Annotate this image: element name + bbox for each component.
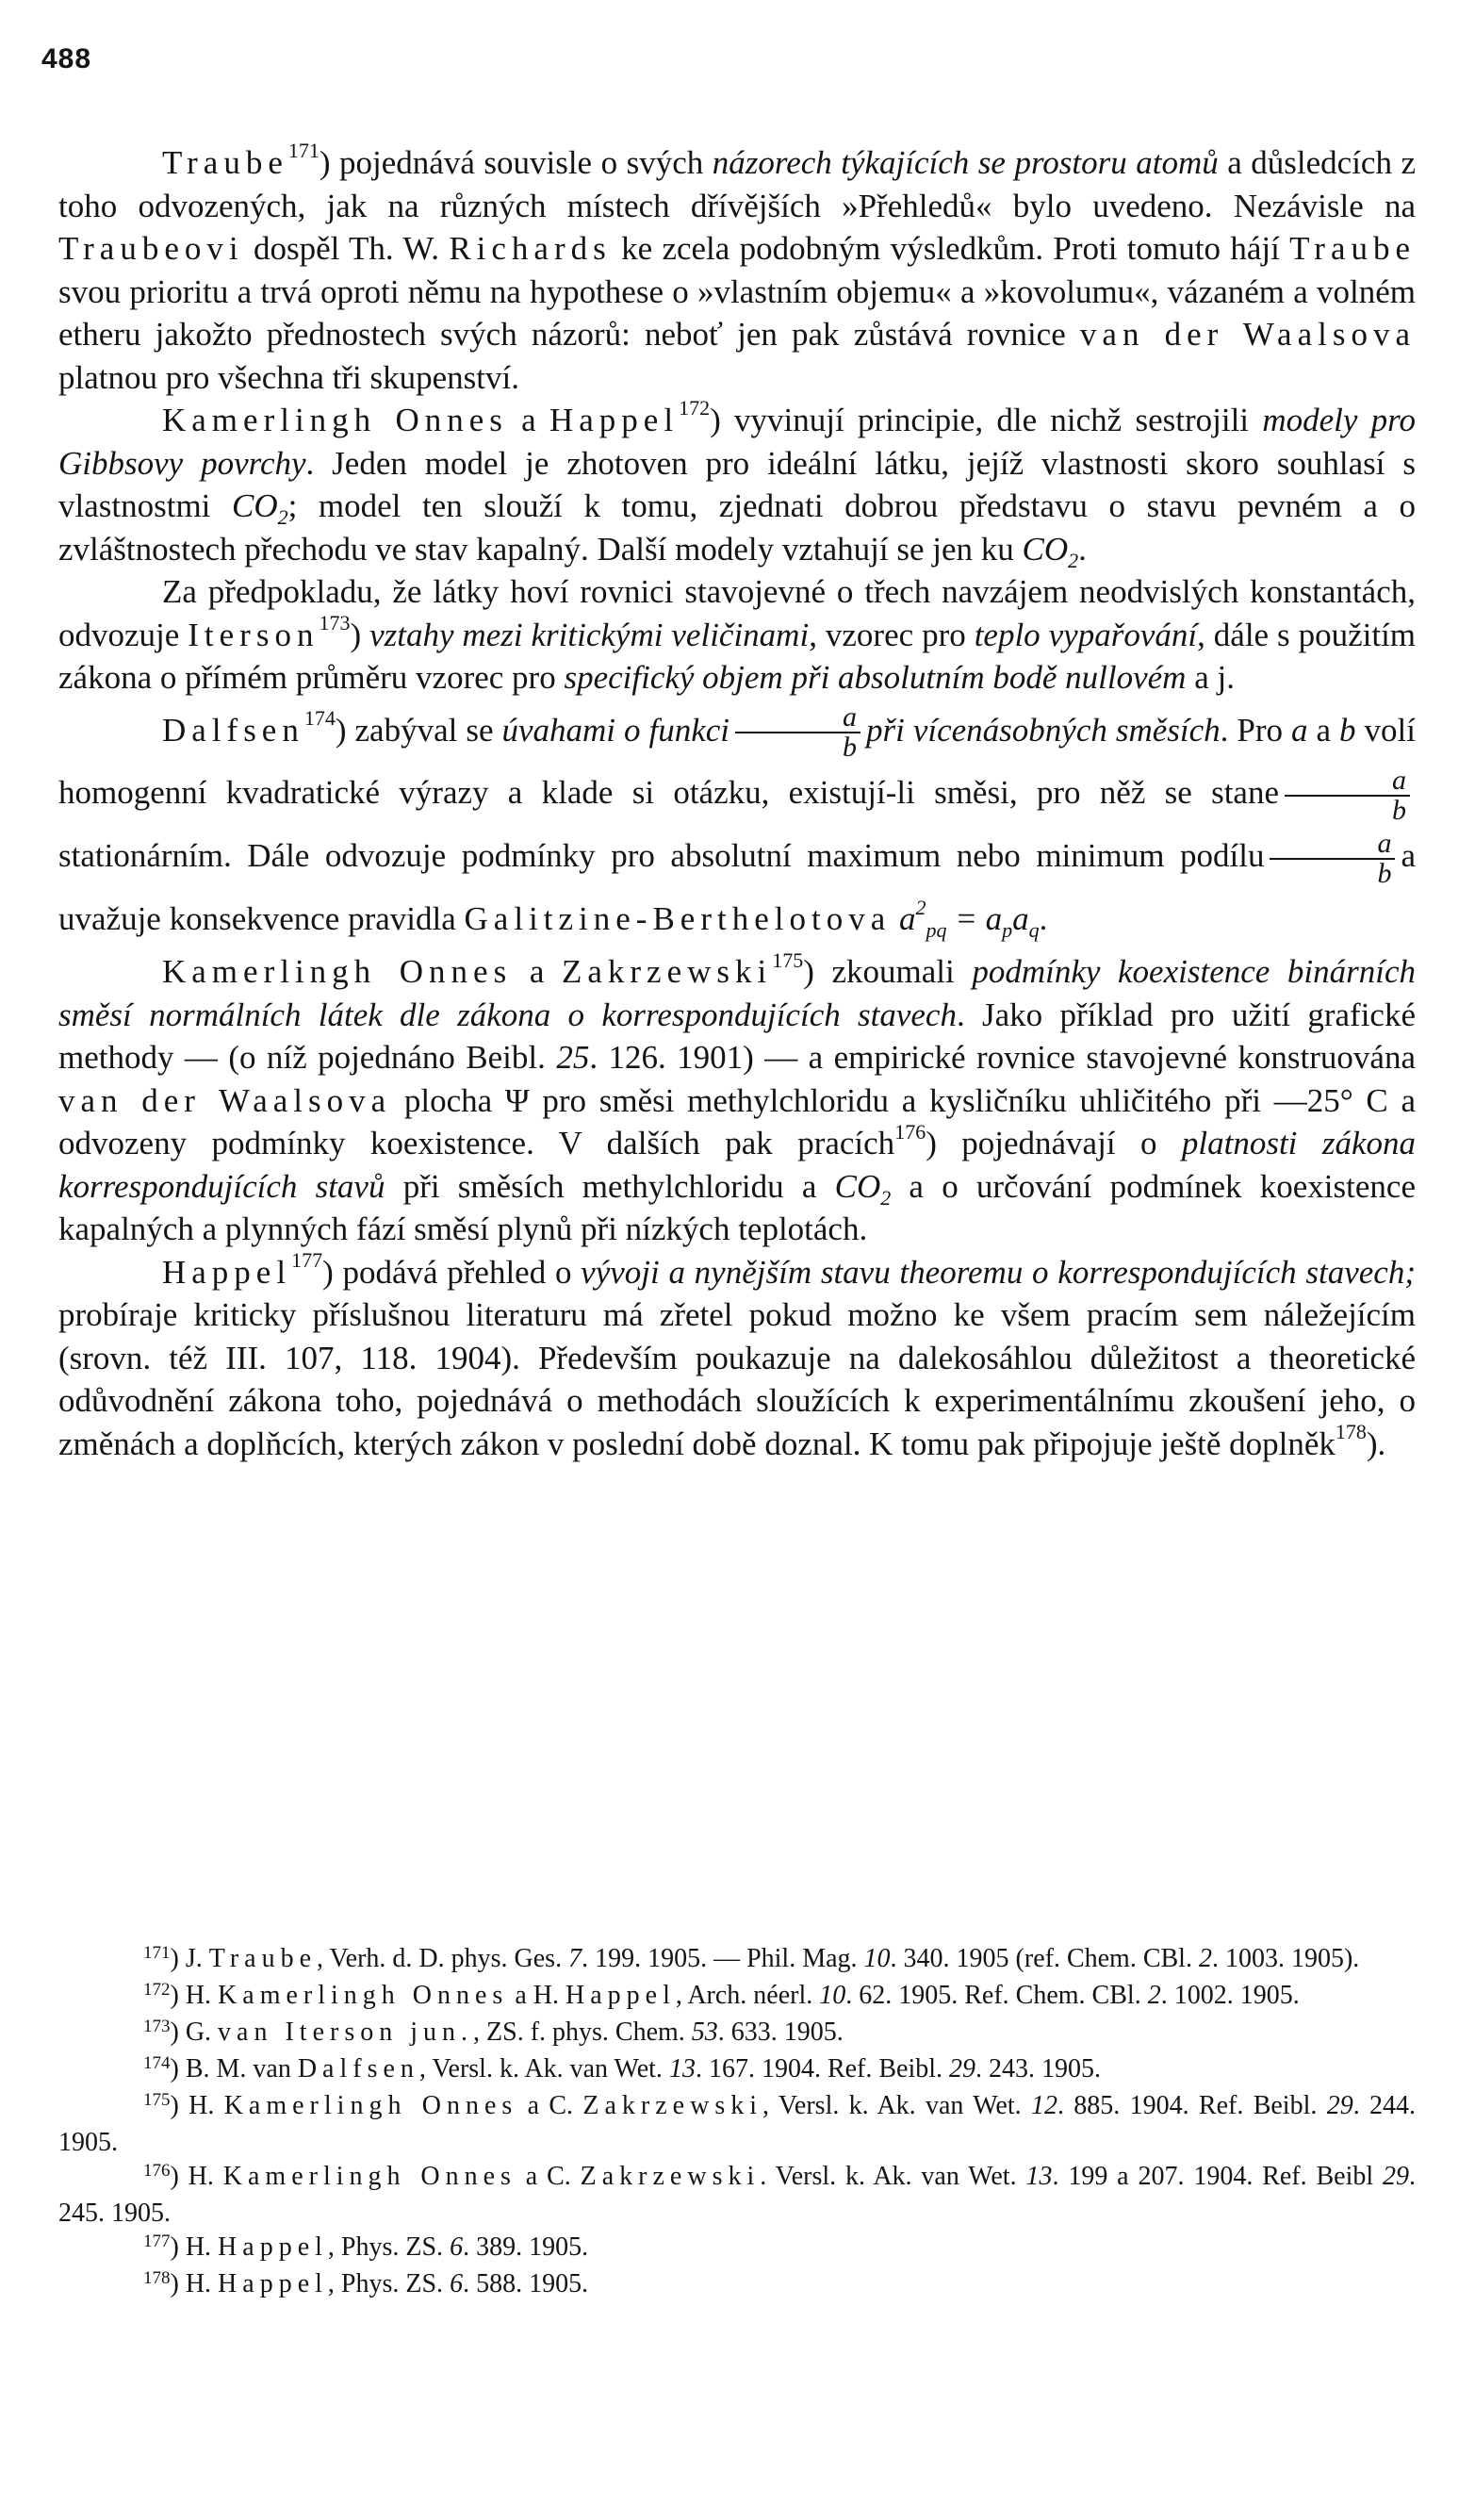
footnote-number: 176 (143, 2161, 171, 2181)
footnote (58, 1979, 1416, 2016)
volume-number: 29 (1326, 2091, 1353, 2120)
footnote-number: 172 (143, 1980, 171, 2000)
footnote-number: 171 (143, 1943, 171, 1963)
footnote-text: , Arch. néerl. (675, 1981, 820, 2010)
footnote-text: , Versl. k. Ak. van Wet. (762, 2091, 1031, 2120)
footnote-text: . 588. 1905. (463, 2269, 589, 2298)
volume-number: 53 (691, 2018, 718, 2047)
topic-italic: při vícenásobných směsích (866, 711, 1221, 749)
topic-italic: specifický objem při absolutním bodě nullovém (564, 659, 1187, 696)
footnote-text: a H. (508, 1981, 565, 2010)
footnote-text: . 633. 1905. (717, 2018, 844, 2047)
footnote-number: 175 (143, 2090, 171, 2110)
footnote-ref[interactable]: 173 (319, 610, 351, 634)
footnote-text: , Phys. ZS. (327, 2232, 451, 2262)
volume-number: 10 (863, 1944, 891, 1973)
footnote-text: . 62. 1905. Ref. Chem. CBl. (845, 1981, 1148, 2010)
footnote-number: 173 (143, 2017, 171, 2036)
author-name: van der Waalsova (58, 1081, 392, 1119)
author-name: Happel (162, 1253, 292, 1291)
author-name: Kamerlingh Onnes (162, 402, 508, 438)
main-text (58, 141, 1416, 1465)
author-name: Kamerlingh Onnes (218, 1981, 509, 2010)
footnote-ref[interactable]: 171 (287, 139, 320, 163)
footnote-text: . 340. 1905 (ref. Chem. CBl. (890, 1944, 1199, 1973)
author-name: Kamerlingh Onnes (162, 953, 513, 991)
paragraph-kamerlingh-zakrzewski: Kamerlingh Onnes a Zakrzewski$^{175}$) zkoumali podmínky koexistence binárních směsí normálních látek dle zákona o korrespondujících stavech. Jako příklad pro užití grafické methody — (o níž pojednáno Beibl. 25. 126. 1901) — a empirické rovnice stavojevné konstruována van der Waalsova plocha Ψ pro směsi methylchloridu a kysličníku uhličitého při —25° C a odvozeny podmínky koexistence. V dalších pak pracích$^{176}$) pojednávají o platnosti zákona korrespondujících stavů při směsích methylchloridu a $CO_2$ a o určování podmínek koexistence kapalných a plynných fází směsí plynů při nízkých teplotách. (58, 947, 1417, 1248)
author-name: Traubeovi (58, 230, 244, 267)
footnote (58, 1942, 1416, 1979)
footnote-ref[interactable]: 172 (679, 396, 711, 420)
footnote-text: . Versl. k. Ak. van Wet. (760, 2162, 1026, 2191)
footnote-text: ) H. (170, 2269, 219, 2298)
footnote-text: . 167. 1904. Ref. Beibl. (695, 2054, 950, 2084)
topic-italic: platnosti zákona korrespondujících stavů (58, 1125, 1416, 1205)
footnote-text: ) J. (170, 1944, 209, 1973)
footnote-ref[interactable]: 178 (1335, 1420, 1367, 1444)
topic-italic: teplo vypařování (974, 616, 1198, 653)
paragraph-dalfsen: Dalfsen$^{174}$) zabýval se úvahami o funkci $\frac{a}{b}$ při vícenásobných směsích. Pro a a b volí homogenní kvadratické výrazy a klade si otázku, existují-li směsi, pro něž se stane $\frac{a}{b}$ stationárním. Dále odvozuje podmínky pro absolutní maximum nebo minimum podílu $\frac{a}{b}$ a uvažuje konsekvence pravidla Galitzine-Berthelotova $a^2_{pq} = a_pa_q$. (58, 701, 1416, 943)
volume-number: 13 (1025, 2162, 1053, 2191)
footnote-text: . 389. 1905. (463, 2232, 589, 2262)
chemical-formula: $CO_2$ (231, 487, 288, 529)
topic-italic: vývoji a nynějším stavu theoremu o korrespondujících stavech; (581, 1253, 1416, 1291)
footnote-ref[interactable]: 175 (772, 947, 804, 972)
footnote-text: ) H. (170, 1981, 219, 2010)
footnote-number: 178 (143, 2268, 171, 2288)
fraction-a-over-b: $\frac{a}{b}$ (1270, 830, 1395, 888)
footnote-text: . 199 a 207. 1904. Ref. Beibl (1052, 2162, 1384, 2191)
formula: $a^2_{pq} = a_pa_q$ (898, 895, 1040, 943)
volume-number: 2 (1147, 1981, 1161, 2010)
footnote-text: a C. (516, 2162, 581, 2191)
author-name: Happel (218, 2269, 328, 2298)
footnote-text: , Verh. d. D. phys. Ges. (317, 1944, 569, 1973)
footnote-text: . 1002. 1905. (1160, 1981, 1300, 2010)
footnote-text: . 245. 1905. (58, 2162, 1417, 2228)
volume-number: 10 (819, 1981, 846, 2010)
footnotes (58, 1942, 1416, 2304)
volume-number: 29 (1383, 2162, 1410, 2191)
topic-italic: názorech týkajících se prostoru atomů (712, 144, 1219, 181)
topic-italic: modely pro Gibbsovy povrchy (58, 402, 1416, 482)
topic-italic: podmínky koexistence binárních směsí normálních látek dle zákona o korrespondujících stavech (58, 953, 1416, 1033)
footnote-ref[interactable]: 176 (894, 1119, 926, 1144)
author-name: Traube (162, 144, 288, 181)
author-name: Zakrzewski (561, 953, 773, 991)
author-name: van der Waalsova (1079, 316, 1416, 353)
paragraph-traube: Traube$^{171}$) pojednává souvisle o svých názorech týkajících se prostoru atomů a důsledcích z toho odvozených, jak na různých místech dřívějších »Přehledů« bylo uvedeno. Nezávisle na Traubeovi dospěl Th. W. Richards ke zcela podobným výsledkům. Proti tomuto hájí Traube svou prioritu a trvá oproti němu na hypothese o »vlastním objemu« a »kovolumu«, vázaném a volném etheru jakožto přednostech svých názorů: neboť jen pak zůstává rovnice van der Waalsova platnou pro všechna tři skupenství. (58, 139, 1417, 396)
paragraph-iterson: Za předpokladu, že látky hoví rovnici stavojevné o třech navzájem neodvislých konstantách, odvozuje Iterson$^{173}$) vztahy mezi kritickými veličinami, vzorec pro teplo vypařování, dále s použitím zákona o přímém průměru vzorec pro specifický objem při absolutním bodě nullovém a j. (58, 573, 1417, 696)
footnote (58, 2089, 1416, 2160)
footnote-text: . 199. 1905. — Phil. Mag. (582, 1944, 864, 1973)
footnote-text: a C. (517, 2091, 583, 2120)
author-name: Richards (449, 230, 612, 267)
footnote-text: , ZS. f. phys. Chem. (473, 2018, 692, 2047)
author-name: Kamerlingh Onnes (222, 2162, 516, 2191)
volume-number: 2 (1198, 1944, 1212, 1973)
footnote-text: . 885. 1904. Ref. Beibl. (1057, 2091, 1327, 2120)
footnote-text: ) B. M. van (170, 2054, 298, 2084)
author-name: Zakrzewski (580, 2162, 761, 2191)
author-name: Dalfsen (297, 2054, 419, 2084)
author-name: Zakrzewski (582, 2091, 762, 2120)
author-name: Iterson (188, 616, 320, 653)
author-name: Dalfsen (162, 711, 304, 749)
volume-number: 6 (450, 2232, 464, 2262)
footnote-text: ) H. (170, 2232, 219, 2262)
footnote-text: ) H. (170, 2162, 223, 2191)
author-name: Kamerlingh Onnes (223, 2091, 518, 2120)
footnote (58, 2267, 1416, 2304)
paragraph-happel: Happel$^{177}$) podává přehled o vývoji a nynějším stavu theoremu o korrespondujících stavech; probíraje kriticky příslušnou literaturu má zřetel pokud možno ke všem pracím sem náležejícím (srovn. též III. 107, 118. 1904). Především poukazuje na dalekosáhlou důležitost a theoretické odůvodnění zákona toho, pojednává o methodách sloužících k experimentálnímu zkoušení jeho, o změnách a doplňcích, kterých zákon v poslední době doznal. K tomu pak připojuje ještě doplněk$^{178}$). (58, 1248, 1416, 1462)
author-name: Happel (549, 402, 680, 438)
footnote (58, 2231, 1416, 2267)
footnote-text: . 244. 1905. (58, 2091, 1417, 2157)
author-name: van Iterson jun. (218, 2018, 474, 2047)
topic-italic: úvahami o funkci (501, 711, 730, 749)
footnote-text: , Phys. ZS. (327, 2269, 451, 2298)
fraction-a-over-b: $\frac{a}{b}$ (735, 703, 860, 762)
footnote-number: 177 (143, 2232, 171, 2251)
footnote (58, 2160, 1416, 2231)
author-name: Happel (565, 1981, 676, 2010)
footnote-text: ) H. (170, 2091, 224, 2120)
footnote-text: . 1003. 1905). (1211, 1944, 1360, 1973)
footnote-ref[interactable]: 174 (303, 705, 336, 730)
topic-italic: vztahy mezi kritickými veličinami (369, 616, 810, 653)
author-name: Traube (208, 1944, 318, 1973)
volume-number: 12 (1030, 2091, 1057, 2120)
fraction-a-over-b: $\frac{a}{b}$ (1285, 766, 1410, 825)
author-name: Happel (218, 2232, 328, 2262)
page-number: 488 (41, 43, 92, 74)
volume-number: 6 (450, 2269, 464, 2298)
footnote-text: . 243. 1905. (975, 2054, 1102, 2084)
footnote-number: 174 (143, 2053, 171, 2073)
volume-number: 13 (668, 2054, 696, 2084)
volume-number: 29 (949, 2054, 976, 2084)
author-name: Galitzine-Berthelotova (464, 900, 892, 938)
footnote (58, 2052, 1416, 2089)
chemical-formula: $CO_2$ (834, 1167, 892, 1210)
paragraph-kamerlingh-happel: Kamerlingh Onnes a Happel$^{172}$) vyvinují principie, dle nichž sestrojili modely pro Gibbsovy povrchy. Jeden model je zhotoven pro ideální látku, jejíž vlastnosti skoro souhlasí s vlastnostmi $CO_2$; model ten slouží k tomu, zjednati dobrou představu o stavu pevném a o zvláštnostech přechodu ve stav kapalný. Další modely vztahují se jen ku $CO_2$. (58, 396, 1417, 572)
footnote-text: , Versl. k. Ak. van Wet. (418, 2054, 669, 2084)
volume-number: 7 (568, 1944, 582, 1973)
footnote-text: ) G. (170, 2018, 219, 2047)
footnote-ref[interactable]: 177 (291, 1248, 323, 1273)
footnote (58, 2016, 1416, 2052)
author-name: Traube (1289, 230, 1417, 267)
chemical-formula: $CO_2$ (1022, 530, 1079, 572)
